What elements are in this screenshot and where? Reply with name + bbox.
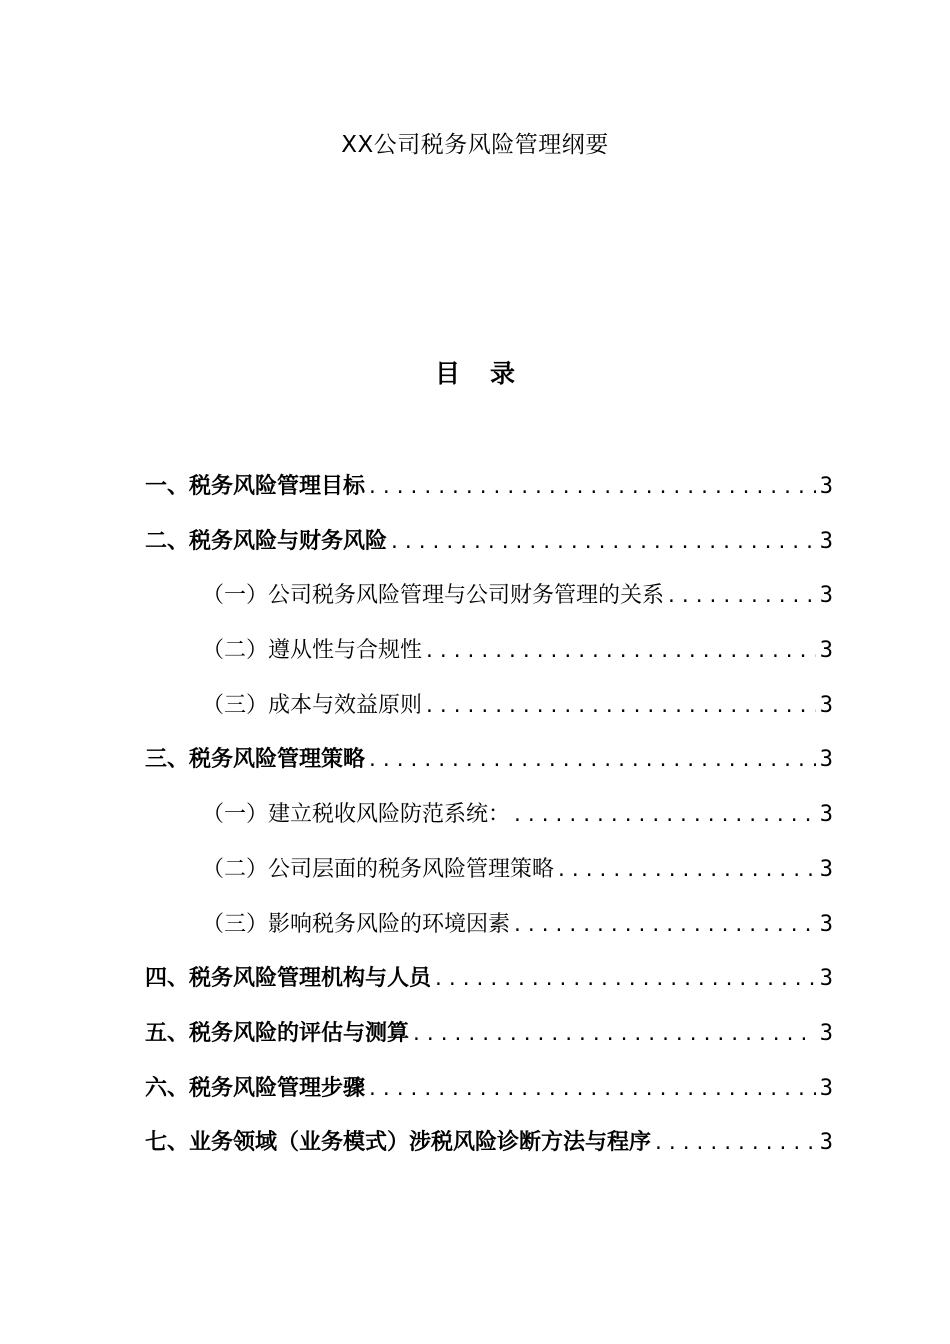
toc-page-number: 3: [819, 638, 833, 664]
toc-entry[interactable]: [145, 952, 833, 1007]
toc-page-number: 3: [819, 802, 833, 828]
toc-page-number: 3: [819, 856, 833, 882]
toc-dot-leader: [512, 789, 816, 843]
toc-page-number: 3: [819, 1020, 833, 1046]
toc-subentry[interactable]: [145, 898, 833, 953]
toc-subentry[interactable]: [145, 843, 833, 898]
toc-entry-text: 一、税务风险管理目标: [145, 474, 366, 499]
toc-subentry[interactable]: [145, 569, 833, 624]
toc-entry-text: （一）建立税收风险防范系统：: [202, 802, 511, 828]
toc-dot-leader: [666, 570, 816, 624]
toc-dot-leader: [653, 1117, 816, 1171]
toc-entry-text: （三）影响税务风险的环境因素: [202, 911, 511, 937]
toc-dot-leader: [367, 461, 816, 515]
toc-page-number: 3: [819, 966, 833, 992]
table-of-contents: [145, 460, 833, 1171]
toc-entry-text: （三）成本与效益原则: [202, 692, 423, 718]
toc-dot-leader: [389, 516, 816, 570]
toc-entry-text: 三、税务风险管理策略: [145, 747, 366, 773]
toc-entry-text: 七、业务领域（业务模式）涉税风险诊断方法与程序: [145, 1130, 652, 1156]
toc-dot-leader: [424, 625, 816, 679]
toc-page-number: 3: [819, 474, 833, 499]
toc-entry-text: 二、税务风险与财务风险: [145, 528, 388, 554]
toc-entry-text: （二）公司层面的税务风险管理策略: [202, 856, 555, 882]
toc-dot-leader: [367, 734, 816, 788]
toc-page-number: 3: [819, 1130, 833, 1156]
toc-page-number: 3: [819, 528, 833, 554]
toc-entry[interactable]: [145, 515, 833, 570]
toc-subentry[interactable]: [145, 624, 833, 679]
toc-entry-text: 五、税务风险的评估与测算: [145, 1020, 410, 1046]
toc-entry-text: （二）遵从性与合规性: [202, 638, 423, 664]
toc-entry-text: 四、税务风险管理机构与人员: [145, 966, 432, 992]
toc-entry[interactable]: [145, 460, 833, 515]
toc-page-number: 3: [819, 1075, 833, 1101]
toc-entry[interactable]: [145, 1116, 833, 1171]
toc-subentry[interactable]: [145, 788, 833, 843]
toc-entry-text: 六、税务风险管理步骤: [145, 1075, 366, 1101]
toc-entry[interactable]: [145, 1062, 833, 1117]
toc-page-number: 3: [819, 692, 833, 718]
toc-dot-leader: [424, 680, 816, 734]
toc-heading: 目录: [434, 359, 545, 388]
toc-page-number: 3: [819, 583, 833, 609]
toc-entry-text: （一）公司税务风险管理与公司财务管理的关系: [202, 583, 665, 609]
toc-dot-leader: [512, 899, 816, 953]
toc-page-number: 3: [819, 747, 833, 773]
toc-dot-leader: [367, 1063, 816, 1117]
toc-subentry[interactable]: [145, 679, 833, 734]
toc-entry[interactable]: [145, 1007, 833, 1062]
toc-entry[interactable]: [145, 733, 833, 788]
toc-page-number: 3: [819, 911, 833, 937]
toc-dot-leader: [411, 1008, 816, 1062]
toc-dot-leader: [556, 844, 816, 898]
toc-dot-leader: [433, 953, 816, 1007]
document-title: XX公司税务风险管理纲要: [341, 132, 609, 158]
